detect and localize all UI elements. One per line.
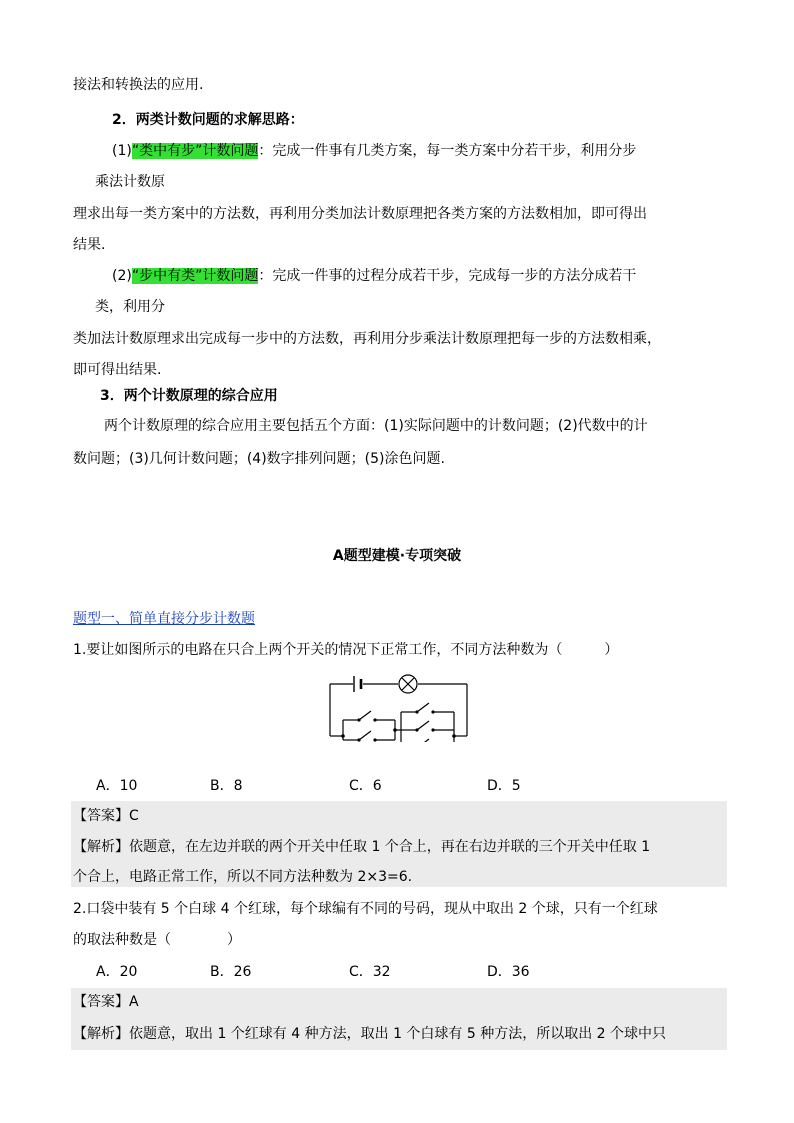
q2-option-d[interactable]: D．36 bbox=[487, 964, 530, 980]
switch-group-left bbox=[343, 711, 395, 740]
para-2-line-2: 类，利用分 bbox=[95, 299, 165, 315]
q2-answer: 【答案】A bbox=[73, 994, 139, 1010]
q1-analysis-line-2: 个合上，电路正常工作，所以不同方法种数为 2×3=6. bbox=[73, 869, 413, 885]
topic-title: 题型一、简单直接分步计数题 bbox=[73, 611, 255, 627]
q2-stem-line-1: 2.口袋中装有 5 个白球 4 个红球，每个球编有不同的号码，现从中取出 2 个球，只有一个红球 bbox=[73, 901, 658, 917]
q1-stem: 1.要让如图所示的电路在只合上两个开关的情况下正常工作，不同方法种数为（ ） bbox=[73, 642, 619, 658]
q1-option-d[interactable]: D．5 bbox=[487, 778, 521, 794]
intro-line: 接法和转换法的应用. bbox=[73, 77, 204, 93]
q2-options bbox=[96, 961, 596, 981]
heading-2: 2．两类计数问题的求解思路： bbox=[112, 112, 304, 128]
q2-option-b[interactable]: B．26 bbox=[210, 964, 252, 980]
heading-3: 3．两个计数原理的综合应用 bbox=[100, 388, 278, 404]
battery-icon bbox=[354, 676, 361, 692]
highlight-term-2: “步中有类”计数问题 bbox=[131, 268, 259, 284]
para-1-number: (1) bbox=[112, 143, 132, 159]
lamp-icon bbox=[399, 675, 417, 693]
para-3-line-1: 两个计数原理的综合应用主要包括五个方面：(1)实际问题中的计数问题；(2)代数中的计 bbox=[104, 418, 648, 434]
para-2-text: ：完成一件事的过程分成若干步，完成每一步的方法分成若干 bbox=[258, 268, 637, 284]
para-1-text: ：完成一件事有几类方案，每一类方案中分若干步，利用分步 bbox=[258, 143, 637, 159]
q1-answer: 【答案】C bbox=[73, 808, 139, 824]
q2-option-a[interactable]: A．20 bbox=[96, 964, 138, 980]
para-1-line-2: 乘法计数原 bbox=[95, 174, 165, 190]
switch-group-right bbox=[401, 703, 454, 742]
q1-options bbox=[96, 775, 596, 795]
para-3-line-2: 数问题；(3)几何计数问题；(4)数字排列问题；(5)涂色问题. bbox=[73, 451, 445, 467]
q1-analysis-line-1: 【解析】依题意，在左边并联的两个开关中任取 1 个合上，再在右边并联的三个开关中任取 1 bbox=[73, 839, 651, 855]
q2-stem-line-2: 的取法种数是（ ） bbox=[73, 932, 241, 948]
q1-option-c[interactable]: C．6 bbox=[349, 778, 382, 794]
q1-option-a[interactable]: A．10 bbox=[96, 778, 138, 794]
para-2-line-1 bbox=[112, 266, 636, 286]
para-1-line-1 bbox=[112, 141, 636, 161]
q2-option-c[interactable]: C．32 bbox=[349, 964, 391, 980]
para-2-line-4: 即可得出结果. bbox=[73, 362, 162, 378]
para-2-line-3: 类加法计数原理求出完成每一步中的方法数，再利用分步乘法计数原理把每一步的方法数相乘， bbox=[73, 331, 661, 347]
para-2-number: (2) bbox=[112, 268, 132, 284]
para-1-line-4: 结果. bbox=[73, 237, 106, 253]
section-title: A题型建模·专项突破 bbox=[332, 548, 462, 564]
para-1-line-3: 理求出每一类方案中的方法数，再利用分类加法计数原理把各类方案的方法数相加，即可得出 bbox=[73, 206, 647, 222]
highlight-term-1: “类中有步”计数问题 bbox=[131, 143, 259, 159]
q1-option-b[interactable]: B．8 bbox=[210, 778, 243, 794]
q2-analysis-line-1: 【解析】依题意，取出 1 个红球有 4 种方法，取出 1 个白球有 5 种方法，所以取出 2 个球中只 bbox=[73, 1026, 667, 1042]
circuit-diagram bbox=[325, 670, 475, 742]
